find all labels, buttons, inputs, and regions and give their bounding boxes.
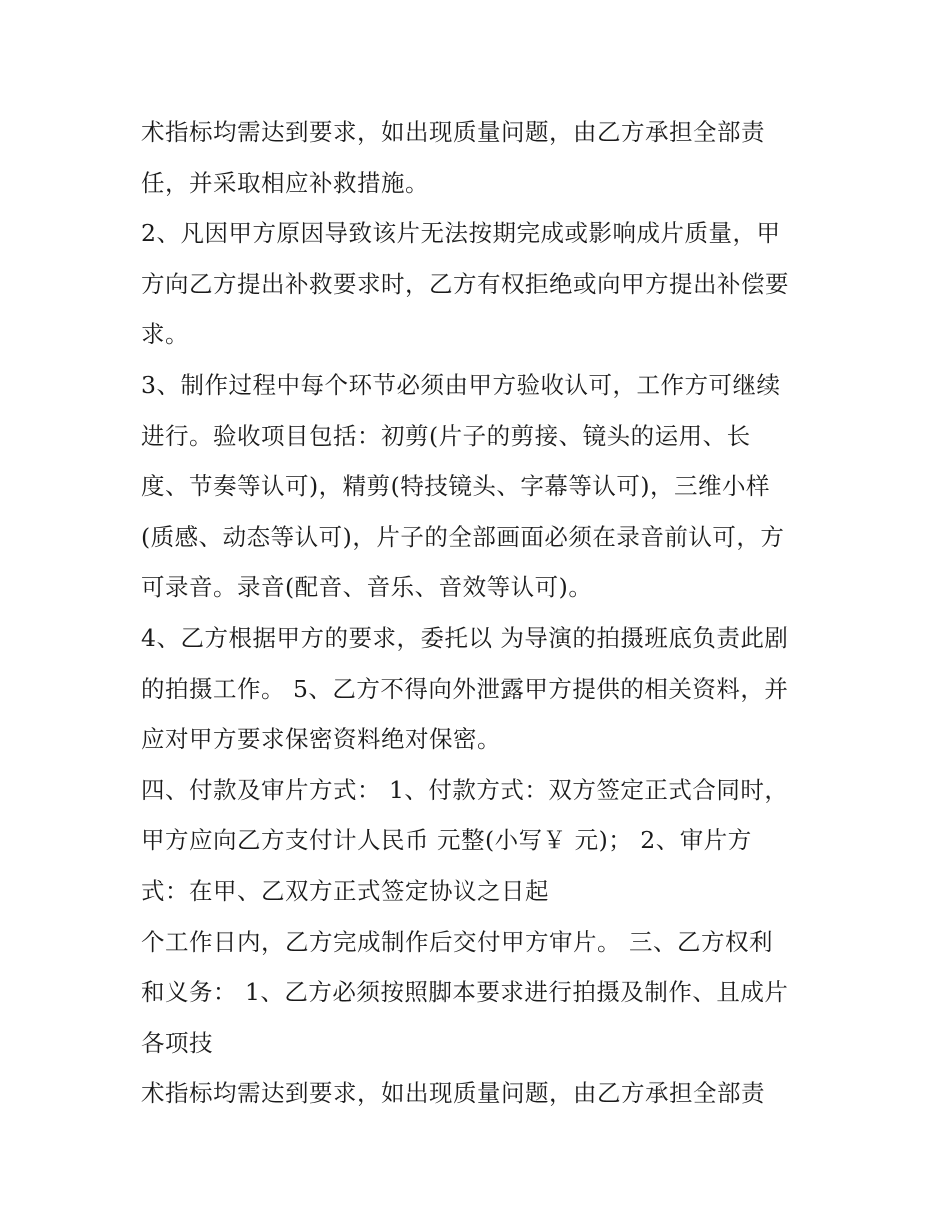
text-line-2: 任，并采取相应补救措施。 [141,168,429,197]
text-line-3: 2、凡因甲方原因导致该片无法按期完成或影响成片质量，甲 [141,219,781,248]
text-line-12: 的拍摄工作。 5、乙方不得向外泄露甲方提供的相关资料，并 [141,674,789,703]
text-line-16: 式：在甲、乙双方正式签定协议之日起 [141,876,549,905]
text-line-7: 进行。验收项目包括：初剪(片子的剪接、镜头的运用、长 [141,421,751,450]
text-line-1: 术指标均需达到要求，如出现质量问题，由乙方承担全部责 [141,118,765,146]
text-line-20: 术指标均需达到要求，如出现质量问题，由乙方承担全部责 [141,1079,765,1108]
text-line-4: 方向乙方提出补救要求时，乙方有权拒绝或向甲方提出补偿要 [141,269,789,298]
text-line-10: 可录音。录音(配音、音乐、音效等认可)。 [141,573,593,602]
text-line-9: (质感、动态等认可)，片子的全部画面必须在录音前认可，方 [141,522,785,551]
text-line-17: 个工作日内，乙方完成制作后交付甲方审片。 三、乙方权利 [141,927,773,956]
text-line-6: 3、制作过程中每个环节必须由甲方验收认可，工作方可继续 [141,370,781,399]
text-line-5: 求。 [141,320,189,349]
text-line-13: 应对甲方要求保密资料绝对保密。 [141,725,501,754]
contract-text [141,107,831,1119]
text-line-18: 和义务： 1、乙方必须按照脚本要求进行拍摄及制作、且成片 [141,978,789,1007]
text-line-19: 各项技 [141,1028,213,1057]
text-line-11: 4、乙方根据甲方的要求，委托以 为导演的拍摄班底负责此剧 [141,623,789,652]
text-line-8: 度、节奏等认可)，精剪(特技镜头、字幕等认可)，三维小样 [141,472,771,501]
text-line-14: 四、付款及审片方式： 1、付款方式：双方签定正式合同时， [141,775,789,804]
text-line-15: 甲方应向乙方支付计人民币 元整(小写￥ 元)； 2、审片方 [141,826,752,855]
